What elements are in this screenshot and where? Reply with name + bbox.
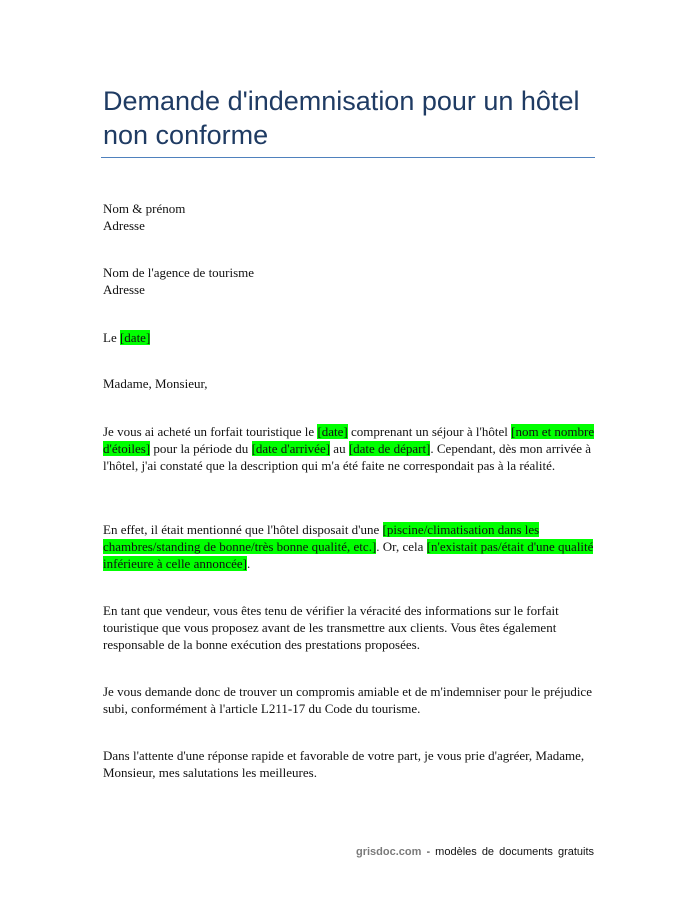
document-title: Demande d'indemnisation pour un hôtel non conforme	[103, 86, 580, 150]
recipient-address: Adresse	[103, 282, 145, 297]
paragraph-seller-liability: En tant que vendeur, vous êtes tenu de vérifier la véracité des informations sur le forfait touristique que vous proposez avant de les transmettre aux clients. Vous êtes également responsable de la bonne exécution des prestations proposées.	[103, 603, 559, 652]
footer-brand-link[interactable]: grisdoc.com	[356, 846, 422, 858]
paragraph-purchase	[103, 423, 598, 474]
date-prefix: Le	[103, 330, 120, 345]
p2-text: . Or, cela	[376, 539, 427, 554]
placeholder-amenities: [piscine/climatisation dans les chambres/standing de bonne/très bonne qualité, etc.]	[103, 522, 540, 554]
sender-block	[103, 200, 598, 234]
placeholder-purchase-date: [date]	[317, 424, 348, 439]
placeholder-discrepancy: [n'existait pas/était d'une qualité inférieure à celle annoncée]	[103, 539, 594, 571]
recipient-name: Nom de l'agence de tourisme	[103, 265, 255, 280]
sender-address: Adresse	[103, 218, 145, 233]
recipient-block	[103, 264, 598, 298]
p1-text: au	[330, 441, 349, 456]
p1-text: Je vous ai acheté un forfait touristique le	[103, 424, 318, 439]
paragraph-closing: Dans l'attente d'une réponse rapide et favorable de votre part, je vous prie d'agréer, Madame, Monsieur, mes salutations les meilleures.	[103, 748, 585, 780]
date-placeholder: [date]	[119, 330, 151, 345]
placeholder-hotel-name: [nom et nombre d'étoiles]	[103, 424, 595, 456]
p1-text: pour la période du	[150, 441, 252, 456]
placeholder-arrival-date: [date d'arrivée]	[251, 441, 331, 456]
footer	[356, 846, 594, 858]
placeholder-departure-date: [date de départ]	[348, 441, 431, 456]
salutation: Madame, Monsieur,	[103, 376, 208, 391]
p2-text: .	[246, 556, 251, 571]
sender-name: Nom & prénom	[103, 201, 186, 216]
title-underline	[101, 157, 595, 158]
p1-text: comprenant un séjour à l'hôtel	[347, 424, 512, 439]
footer-tagline: - modèles de documents gratuits	[421, 846, 595, 858]
p1-text: . Cependant, dès mon arrivée à l'hôtel, j'ai constaté que la description qui m'a été faite ne correspondait pas à la réalité.	[103, 441, 592, 473]
date-line	[103, 329, 598, 346]
paragraph-description	[103, 521, 598, 572]
p2-text: En effet, il était mentionné que l'hôtel disposait d'une	[103, 522, 383, 537]
paragraph-request: Je vous demande donc de trouver un compromis amiable et de m'indemniser pour le préjudice subi, conformément à l'article L211-17 du Code du tourisme.	[103, 684, 592, 716]
